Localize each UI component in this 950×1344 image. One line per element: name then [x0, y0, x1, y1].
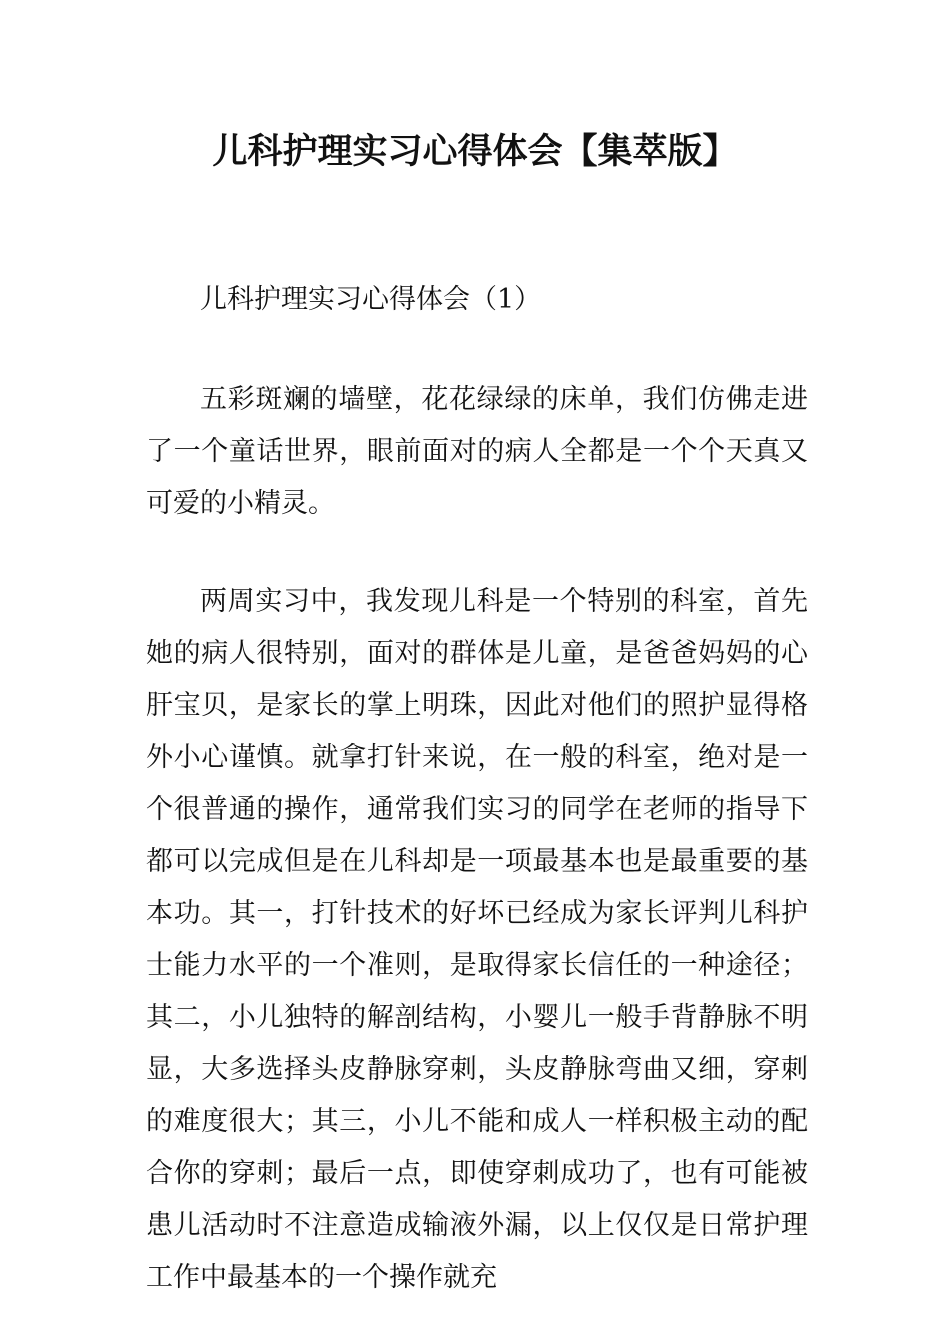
section-heading: 儿科护理实习心得体会（1）	[200, 284, 542, 315]
paragraph-1: 五彩斑斓的墙壁，花花绿绿的床单，我们仿佛走进了一个童话世界，眼前面对的病人全都是一个个天真又可爱的小精灵。	[146, 384, 808, 519]
paragraph-2: 两周实习中，我发现儿科是一个特别的科室，首先她的病人很特别，面对的群体是儿童，是爸爸妈妈的心肝宝贝，是家长的掌上明珠，因此对他们的照护显得格外小心谨慎。就拿打针来说，在一般的科室，绝对是一个很普通的操作，通常我们实习的同学在老师的指导下都可以完成但是在儿科却是一项最基本也是最重要的基本功。其一，打针技术的好坏已经成为家长评判儿科护士能力水平的一个准则，是取得家长信任的一种途径；其二，小儿独特的解剖结构，小婴儿一般手背静脉不明显，大多选择头皮静脉穿刺，头皮静脉弯曲又细，穿刺的难度很大；其三，小儿不能和成人一样积极主动的配合你的穿刺；最后一点，即使穿刺成功了，也有可能被患儿活动时不注意造成输液外漏，以上仅仅是日常护理工作中最基本的一个操作就充	[146, 586, 808, 1293]
document-title: 儿科护理实习心得体会【集萃版】	[212, 132, 738, 172]
